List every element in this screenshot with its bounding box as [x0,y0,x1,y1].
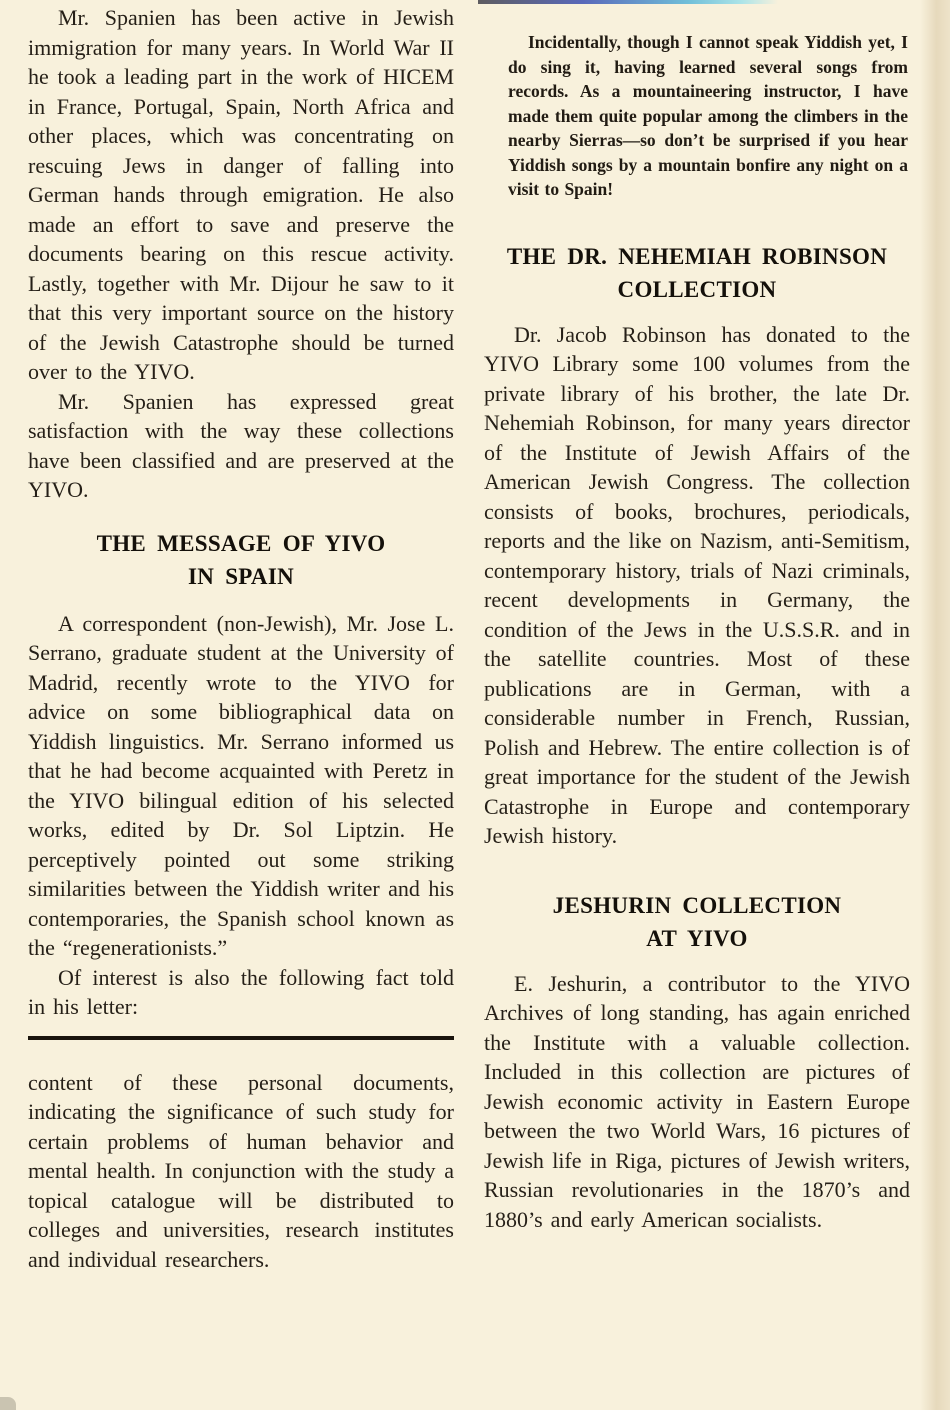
heading-message-of-yivo [28,527,454,593]
heading-robinson-collection-line2: COLLECTION [617,276,777,302]
scan-artifact-top-streak [478,0,778,4]
heading-message-of-yivo-line1: THE MESSAGE OF YIVO [96,530,386,556]
left-column [28,3,454,1410]
heading-robinson-collection [484,240,910,306]
column-divider-rule [28,1036,454,1040]
quote-letter-excerpt: Incidentally, though I cannot speak Yiddish yet, I do sing it, having learned several songs from records. As a mountaineering instructor, I have made them quite popular among the climbers in the nearby Sierras—so don’t be surprised if you hear Yiddish songs by a mountain bonfire any night on a visit to Spain! [508,32,908,199]
para-jeshurin-collection: E. Jeshurin, a contributor to the YIVO Archives of long standing, has again enriched the Institute with a valuable collection. Included in this collection are pictures of Jewish economic activity in Eastern Europe between the two World Wars, 16 pictures of Jewish life in Riga, pictures of Jewish writers, Russian revolutionaries in the 1870’s and 1880’s and early American socialists. [484,970,910,1232]
scan-artifact-corner-smudge [0,1397,16,1410]
para-spanien-activity: Mr. Spanien has been active in Jewish immigration for many years. In World War II he took a leading part in the work of HICEM in France, Portugal, Spain, North Africa and other places, which was concentrating on rescuing Jews in danger of falling into German hands through emigration. He also made an effort to save and preserve the documents bearing on this rescue activity. Lastly, together with Mr. Dijour he saw to it that this very important source on the history of the Jewish Catastrophe should be turned over to the YIVO. [28,5,454,384]
para-documents-content: content of these personal documents, indicating the significance of such study for certain problems of human behavior and mental health. In conjunction with the study a topical catalogue will be distributed to colleges and universities, research institutes and individual researchers. [28,1069,454,1272]
para-serrano: A correspondent (non-Jewish), Mr. Jose L. Serrano, graduate student at the University of Madrid, recently wrote to the YIVO for advice on some bibliographical data on Yiddish linguistics. Mr. Serrano informed us that he had become acquainted with Peretz in the YIVO bilingual edition of his selected works, edited by Dr. Sol Liptzin. He perceptively pointed out some striking similarities between the Yiddish writer and his contemporaries, the Spanish school known as the “regenerationists.” [28,610,454,960]
heading-jeshurin-collection-line2: AT YIVO [646,925,748,951]
heading-message-of-yivo-line2: IN SPAIN [187,563,294,589]
para-spanien-satisfaction: Mr. Spanien has expressed great satisfaction with the way these collections have been classified and are preserved at the YIVO. [28,388,454,502]
para-robinson-collection: Dr. Jacob Robinson has donated to the YIVO Library some 100 volumes from the private library of his brother, the late Dr. Nehemiah Robinson, for many years director of the Institute of Jewish Affairs of the American Jewish Congress. The collection consists of books, brochures, periodicals, reports and the like on Nazism, anti-Semitism, contemporary history, trials of Nazi criminals, recent developments in Germany, the condition of the Jews in the U.S.S.R. and in the satellite countries. Most of these publications are in German, with a considerable number in French, Russian, Polish and Hebrew. The entire collection is of great importance for the student of the Jewish Catastrophe in Europe and contemporary Jewish history. [484,321,910,848]
heading-jeshurin-collection-line1: JESHURIN COLLECTION [552,892,842,918]
heading-jeshurin-collection [484,889,910,955]
right-column [484,3,910,1410]
para-letter-intro: Of interest is also the following fact told in his letter: [28,964,454,1019]
heading-robinson-collection-line1: THE DR. NEHEMIAH ROBINSON [506,243,888,269]
